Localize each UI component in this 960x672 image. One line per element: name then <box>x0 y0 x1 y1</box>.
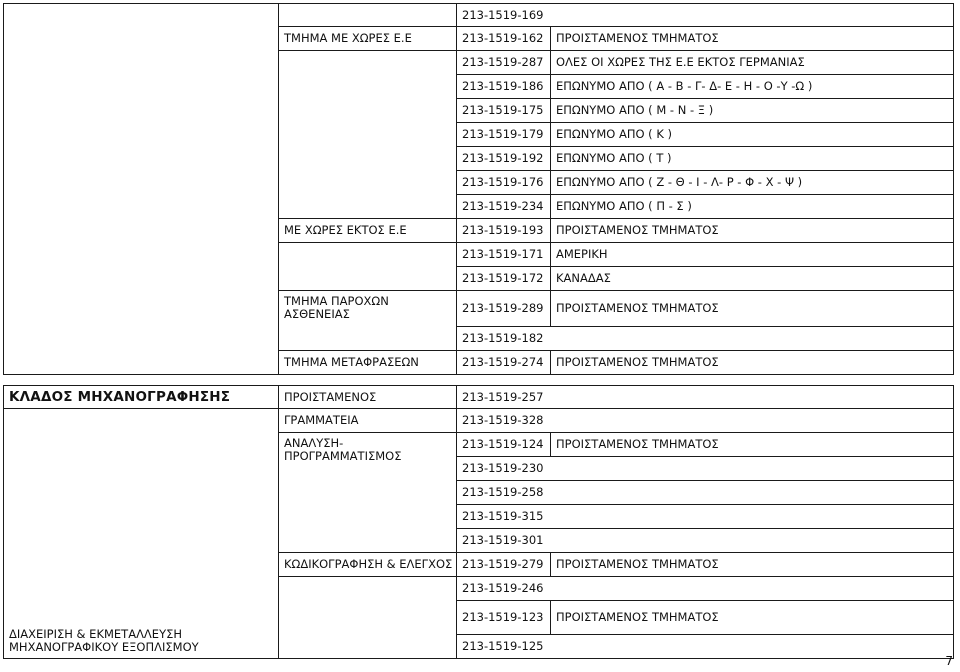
unit-cell <box>279 51 457 219</box>
table-row <box>4 409 954 433</box>
phone-cell: 213-1519-171 <box>457 243 551 267</box>
unit-cell: ΤΜΗΜΑ ΜΕ ΧΩΡΕΣ Ε.Ε <box>279 27 457 51</box>
description-cell: ΟΛΕΣ ΟΙ ΧΩΡΕΣ ΤΗΣ Ε.Ε ΕΚΤΟΣ ΓΕΡΜΑΝΙΑΣ <box>551 51 954 75</box>
unit-cell: ΤΜΗΜΑ ΜΕΤΑΦΡΑΣΕΩΝ <box>279 351 457 375</box>
phone-cell: 213-1519-182 <box>457 327 954 351</box>
directory-table-branch <box>3 385 954 659</box>
phone-cell: 213-1519-179 <box>457 123 551 147</box>
description-cell: ΕΠΩΝΥΜΟ ΑΠΟ ( Α - Β - Γ- Δ- Ε - Η - Ο -Υ -Ω ) <box>551 75 954 99</box>
phone-cell: 213-1519-125 <box>457 635 954 659</box>
unit-cell <box>279 4 457 27</box>
unit-cell <box>279 577 457 659</box>
phone-cell: 213-1519-175 <box>457 99 551 123</box>
unit-cell: ΑΝΑΛΥΣΗ- ΠΡΟΓΡΑΜΜΑΤΙΣΜΟΣ <box>279 433 457 553</box>
unit-cell: ΚΩΔΙΚΟΓΡΑΦΗΣΗ & ΕΛΕΓΧΟΣ <box>279 553 457 577</box>
phone-cell: 213-1519-287 <box>457 51 551 75</box>
description-cell: ΚΑΝΑΔΑΣ <box>551 267 954 291</box>
table-row <box>4 4 954 27</box>
description-cell: ΕΠΩΝΥΜΟ ΑΠΟ ( Ζ - Θ - Ι - Λ- Ρ - Φ - Χ - Ψ ) <box>551 171 954 195</box>
phone-cell: 213-1519-257 <box>457 386 954 409</box>
phone-cell: 213-1519-230 <box>457 457 954 481</box>
description-cell: ΠΡΟΙΣΤΑΜΕΝΟΣ ΤΜΗΜΑΤΟΣ <box>551 27 954 51</box>
branch-title: ΚΛΑΔΟΣ ΜΗΧΑΝΟΓΡΑΦΗΣΗΣ <box>4 386 279 409</box>
unit-cell: ΓΡΑΜΜΑΤΕΙΑ <box>279 409 457 433</box>
phone-cell: 213-1519-328 <box>457 409 954 433</box>
phone-cell: 213-1519-123 <box>457 601 551 635</box>
unit-cell <box>279 243 457 291</box>
page-number: 7 <box>945 654 953 668</box>
blank-cell <box>4 4 279 375</box>
phone-cell: 213-1519-192 <box>457 147 551 171</box>
description-cell: ΠΡΟΙΣΤΑΜΕΝΟΣ ΤΜΗΜΑΤΟΣ <box>551 433 954 457</box>
unit-cell: ΜΕ ΧΩΡΕΣ ΕΚΤΟΣ Ε.Ε <box>279 219 457 243</box>
phone-cell: 213-1519-193 <box>457 219 551 243</box>
phone-cell: 213-1519-315 <box>457 505 954 529</box>
phone-cell: 213-1519-176 <box>457 171 551 195</box>
description-cell: ΕΠΩΝΥΜΟ ΑΠΟ ( Π - Σ ) <box>551 195 954 219</box>
directory-table-top <box>3 3 954 375</box>
phone-cell: 213-1519-279 <box>457 553 551 577</box>
phone-cell: 213-1519-162 <box>457 27 551 51</box>
phone-cell: 213-1519-301 <box>457 529 954 553</box>
description-cell: ΑΜΕΡΙΚΗ <box>551 243 954 267</box>
phone-cell: 213-1519-258 <box>457 481 954 505</box>
phone-cell: 213-1519-169 <box>457 4 954 27</box>
description-cell: ΠΡΟΙΣΤΑΜΕΝΟΣ ΤΜΗΜΑΤΟΣ <box>551 553 954 577</box>
unit-cell: ΠΡΟΙΣΤΑΜΕΝΟΣ <box>279 386 457 409</box>
description-cell: ΠΡΟΙΣΤΑΜΕΝΟΣ ΤΜΗΜΑΤΟΣ <box>551 351 954 375</box>
description-cell: ΕΠΩΝΥΜΟ ΑΠΟ ( Τ ) <box>551 147 954 171</box>
description-cell: ΕΠΩΝΥΜΟ ΑΠΟ ( Κ ) <box>551 123 954 147</box>
phone-cell: 213-1519-289 <box>457 291 551 327</box>
table-row <box>4 386 954 409</box>
description-cell: ΕΠΩΝΥΜΟ ΑΠΟ ( Μ - Ν - Ξ ) <box>551 99 954 123</box>
phone-cell: 213-1519-246 <box>457 577 954 601</box>
description-cell: ΠΡΟΙΣΤΑΜΕΝΟΣ ΤΜΗΜΑΤΟΣ <box>551 291 954 327</box>
phone-cell: 213-1519-274 <box>457 351 551 375</box>
branch-subtitle: ΔΙΑΧΕΙΡΙΣΗ & ΕΚΜΕΤΑΛΛΕΥΣΗ ΜΗΧΑΝΟΓΡΑΦΙΚΟΥ ΕΞΟΠΛΙΣΜΟΥ <box>4 409 279 659</box>
phone-cell: 213-1519-124 <box>457 433 551 457</box>
phone-cell: 213-1519-234 <box>457 195 551 219</box>
phone-cell: 213-1519-186 <box>457 75 551 99</box>
unit-cell: ΤΜΗΜΑ ΠΑΡΟΧΩΝ ΑΣΘΕΝΕΙΑΣ <box>279 291 457 351</box>
description-cell: ΠΡΟΙΣΤΑΜΕΝΟΣ ΤΜΗΜΑΤΟΣ <box>551 219 954 243</box>
description-cell: ΠΡΟΙΣΤΑΜΕΝΟΣ ΤΜΗΜΑΤΟΣ <box>551 601 954 635</box>
phone-cell: 213-1519-172 <box>457 267 551 291</box>
